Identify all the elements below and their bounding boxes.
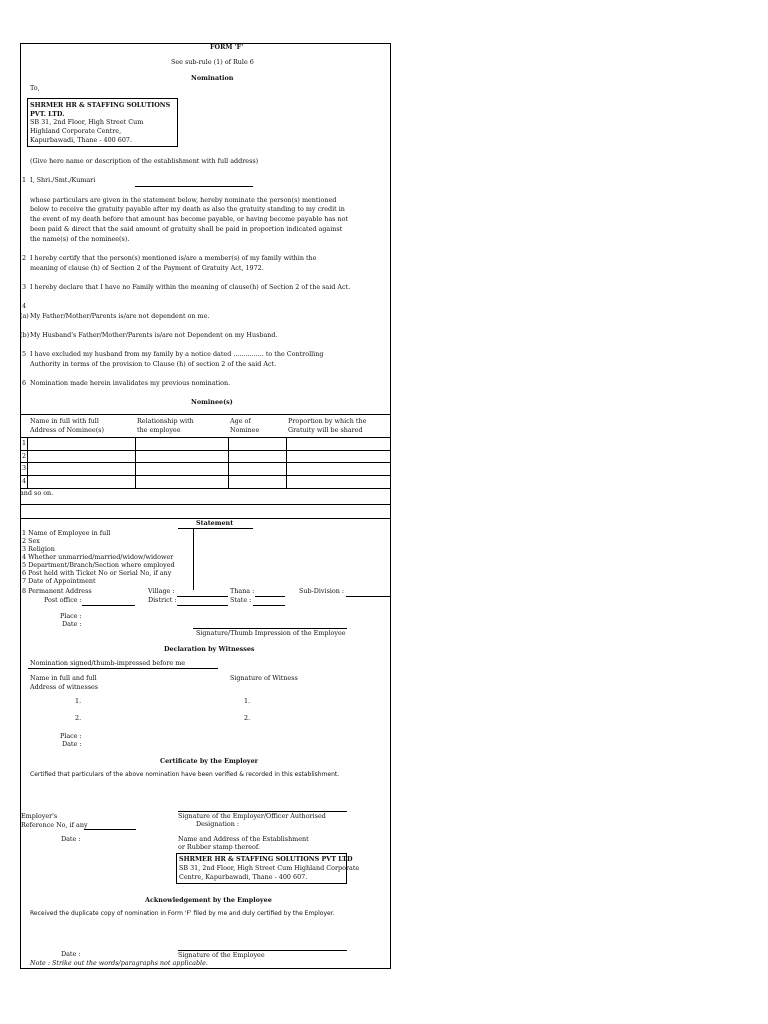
col-proportion-line2: Gratuity will be shared <box>288 426 363 434</box>
certificate-title: Certificate by the Employer <box>160 757 259 765</box>
declarant-name-label: I, Shri./Smt./Kumari <box>30 176 96 184</box>
employer-address-line1: SB 31, 2nd Floor, High Street Cum <box>30 118 144 126</box>
table-row-line <box>20 450 391 451</box>
table-col-line <box>27 437 28 488</box>
witness-sig-number-2: 2. <box>244 714 251 722</box>
employer-name-line1: SHRMER HR & STAFFING SOLUTIONS <box>30 101 171 109</box>
table-col-line <box>286 437 287 488</box>
employer-signature-label: Signature of the Employer/Officer Authorised <box>178 812 326 820</box>
table-row-number: 4 <box>22 477 27 485</box>
footer-note: Note : Strike out the words/paragraphs not applicable. <box>30 959 208 967</box>
ack-date-label: Date : <box>61 950 81 958</box>
employer-address-line2: Highland Corporate Centre, <box>30 127 122 135</box>
statement-item: 5 Department/Branch/Section where employed <box>22 561 175 569</box>
statement-item: 6 Post held with Ticket No or Serial No, if any <box>22 569 172 577</box>
table-row-line <box>20 488 391 489</box>
item-4a-label: (a) <box>20 312 29 320</box>
stamp-line1: SHRMER HR & STAFFING SOLUTIONS PVT LTD <box>179 855 353 863</box>
establishment-note: (Give here name or description of the establishment with full address) <box>30 157 259 165</box>
table-row-number: 2 <box>22 452 27 460</box>
table-row-line <box>20 475 391 476</box>
table-footer: and so on. <box>20 489 54 497</box>
declarant-name-field[interactable] <box>135 186 253 187</box>
form-title: FORM 'F' <box>210 43 244 51</box>
certificate-text: Certified that particulars of the above nomination have been verified & recorded in this establishment. <box>30 771 340 778</box>
table-col-line <box>228 437 229 488</box>
employer-ref-line1: Employer's <box>21 812 58 820</box>
statement-item: 3 Religion <box>22 545 55 553</box>
witness-underline <box>28 668 218 669</box>
paragraph-1-line3: the event of my death before that amount has become payable, or having become payable has not <box>30 215 348 223</box>
witness-sig-number-1: 1. <box>244 697 251 705</box>
nomination-heading: Nomination <box>191 74 234 82</box>
table-row-line <box>20 462 391 463</box>
table-row-line <box>20 437 391 438</box>
employer-date-label: Date : <box>61 835 81 843</box>
item-number-6: 6 <box>22 379 27 387</box>
witness-signature-col: Signature of Witness <box>230 674 298 682</box>
statement-title-underline <box>178 528 253 529</box>
statement-item: 2 Sex <box>22 537 40 545</box>
subdivision-field[interactable] <box>346 596 391 597</box>
col-name-line2: Address of Nominee(s) <box>30 426 104 434</box>
table-row-number: 1 <box>22 439 27 447</box>
establishment-name-line1: Name and Address of the Establishment <box>178 835 309 843</box>
separator <box>20 504 391 505</box>
item-4b-label: (b) <box>20 331 30 339</box>
ack-signature-label: Signature of the Employee <box>178 951 265 959</box>
witness-name-col-line2: Address of witnesses <box>30 683 99 691</box>
paragraph-2-line1: I hereby certify that the person(s) mentioned is/are a member(s) of my family within the <box>30 254 317 262</box>
paragraph-1-line1: whose particulars are given in the statement below, hereby nominate the person(s) mentioned <box>30 196 337 204</box>
employer-ref-field[interactable] <box>84 829 136 830</box>
paragraph-2-line2: meaning of clause (h) of Section 2 of the Payment of Gratuity Act, 1972. <box>30 264 264 272</box>
witness-number-1: 1. <box>75 697 82 705</box>
statement-divider <box>193 528 194 590</box>
col-name-line1: Name in full with full <box>30 417 99 425</box>
establishment-name-line2: or Rubber stamp thereof. <box>178 843 261 851</box>
witness-place-label: Place : <box>60 732 82 740</box>
thana-field[interactable] <box>255 596 285 597</box>
nominees-title: Nominee(s) <box>191 398 233 406</box>
to-label: To, <box>30 84 40 92</box>
state-field[interactable] <box>253 605 285 606</box>
village-label: Village : <box>148 587 175 595</box>
col-age-line1: Age of <box>230 417 251 425</box>
employer-name-line2: PVT. LTD. <box>30 110 65 118</box>
statement-item: 1 Name of Employee in full <box>22 529 111 537</box>
col-relationship-line1: Relationship with <box>137 417 194 425</box>
place-label: Place : <box>60 612 82 620</box>
witness-date-label: Date : <box>62 740 82 748</box>
post-office-field[interactable] <box>82 605 135 606</box>
rule-reference: See sub-rule (1) of Rule 6 <box>171 58 254 66</box>
employee-signature-label: Signature/Thumb Impression of the Employee <box>196 629 346 637</box>
col-relationship-line2: the employee <box>137 426 181 434</box>
paragraph-1-line2: below to receive the gratuity payable after my death as also the gratuity standing to my credit in <box>30 205 345 213</box>
stamp-line3: Centre, Kapurbawadi, Thane - 400 607. <box>179 873 308 881</box>
date-label: Date : <box>62 620 82 628</box>
witness-number-2: 2. <box>75 714 82 722</box>
item-number-5: 5 <box>22 350 27 358</box>
acknowledgement-text: Received the duplicate copy of nomination in Form 'F' filed by me and duly certified by the Employer. <box>30 910 335 917</box>
statement-item: 7 Date of Appointment <box>22 577 96 585</box>
col-proportion-line1: Proportion by which the <box>288 417 367 425</box>
witnesses-title: Declaration by Witnesses <box>164 645 255 653</box>
item-4b-text: My Husband's Father/Mother/Parents is/are not Dependent on my Husband. <box>30 331 278 339</box>
item-4a-text: My Father/Mother/Parents is/are not dependent on me. <box>30 312 210 320</box>
witness-name-col-line1: Name in full and full <box>30 674 97 682</box>
paragraph-1-line4: been paid & direct that the said amount of gratuity shall be paid in proportion indicated against <box>30 225 343 233</box>
designation-label: Designation : <box>196 820 240 828</box>
item-number-2: 2 <box>22 254 27 262</box>
district-field[interactable] <box>177 605 228 606</box>
table-row-number: 3 <box>22 464 27 472</box>
witness-signed-before: Nomination signed/thumb-impressed before me <box>30 659 186 667</box>
col-age-line2: Nominee <box>230 426 260 434</box>
statement-item: 4 Whether unmarried/married/widow/widower <box>22 553 174 561</box>
paragraph-5-line2: Authority in terms of the provision to Clause (h) of section 2 of the said Act. <box>30 360 277 368</box>
thana-label: Thana : <box>230 587 255 595</box>
statement-title: Statement <box>196 519 234 527</box>
item-number-3: 3 <box>22 283 27 291</box>
paragraph-5-line1: I have excluded my husband from my family by a notice dated ............... to the Controlling <box>30 350 324 358</box>
paragraph-6: Nomination made herein invalidates my previous nomination. <box>30 379 231 387</box>
state-label: State : <box>230 596 252 604</box>
acknowledgement-title: Acknowledgement by the Employee <box>145 896 272 904</box>
paragraph-1-line5: the name(s) of the nominee(s). <box>30 235 130 243</box>
employer-address-line3: Kapurbawadi, Thane - 400 607. <box>30 136 132 144</box>
stamp-line2: SB 31, 2nd Floor, High Street Cum Highland Corporate <box>179 864 360 872</box>
statement-item: 8 Permanent Address <box>22 587 92 595</box>
district-label: District : <box>148 596 177 604</box>
item-number-1: 1 <box>22 176 27 184</box>
item-number-4: 4 <box>22 302 27 310</box>
paragraph-3: I hereby declare that I have no Family within the meaning of clause(h) of Section 2 of the said Act. <box>30 283 351 291</box>
village-field[interactable] <box>177 596 228 597</box>
post-office-label: Post office : <box>44 596 82 604</box>
employer-ref-line2: Reference No, if any <box>21 821 88 829</box>
subdivision-label: Sub-Division : <box>299 587 345 595</box>
nominees-table-top <box>20 414 391 415</box>
table-col-line <box>135 437 136 488</box>
